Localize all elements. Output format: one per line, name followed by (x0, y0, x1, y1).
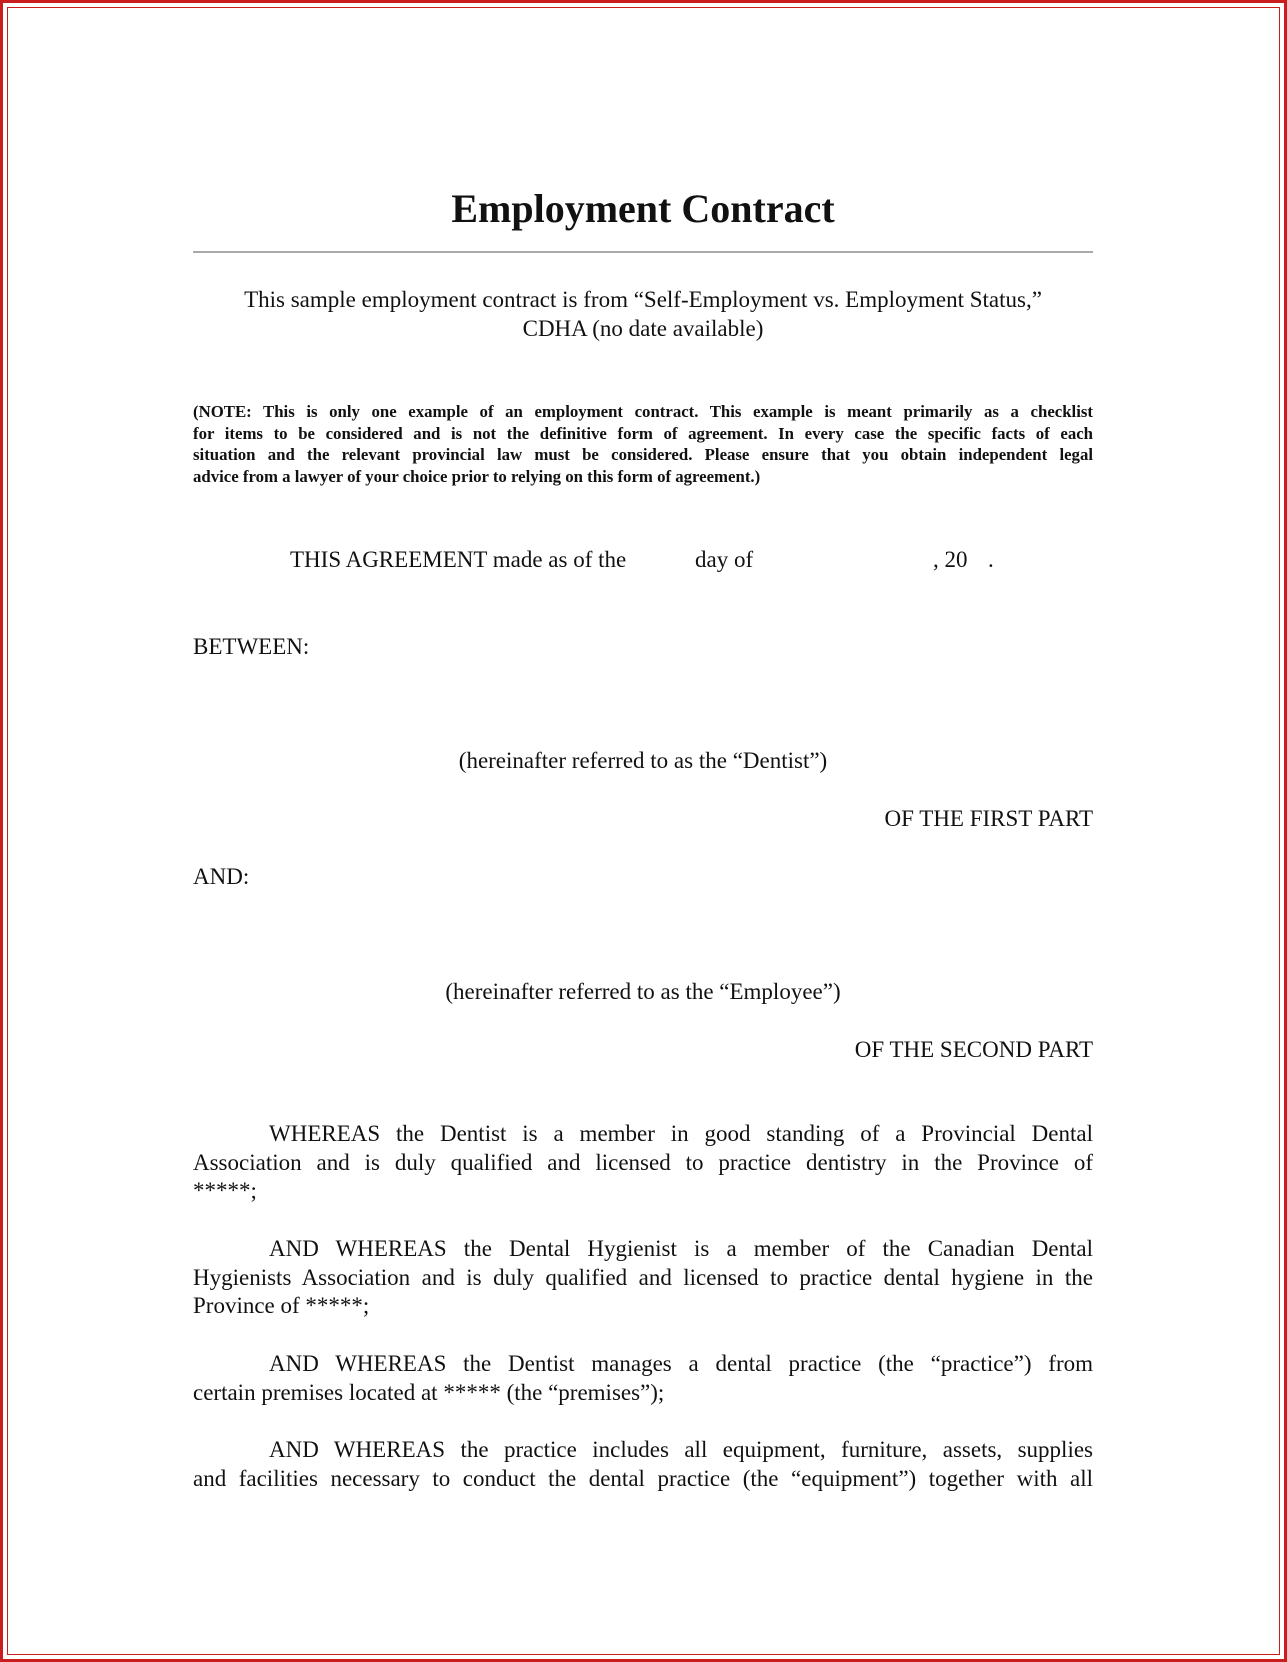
second-part-label: OF THE SECOND PART (854, 1037, 1093, 1062)
paragraph-line: AND WHEREAS the Dental Hygienist is a member of the Canadian Dental (269, 1236, 1093, 1261)
note-line-2: for items to be considered and is not the definitive form of agreement. In every case the specific facts of each (193, 423, 1093, 443)
source-citation-line-2: CDHA (no date available) (522, 316, 764, 341)
employee-reference: (hereinafter referred to as the “Employee”) (445, 979, 841, 1004)
paragraph-line: Province of *****; (193, 1293, 370, 1319)
note-line-1: (NOTE: This is only one example of an employment contract. This example is meant primarily as a checklist (193, 402, 1093, 421)
source-citation-line-1: This sample employment contract is from “Self-Employment vs. Employment Status,” (244, 287, 1042, 312)
disclaimer-note (193, 401, 1093, 487)
between-label: BETWEEN: (193, 634, 310, 659)
source-citation (193, 285, 1093, 343)
paragraph-line: WHEREAS the Dentist is a member in good standing of a Provincial Dental (269, 1121, 1093, 1146)
paragraph-line: and facilities necessary to conduct the dental practice (the “equipment”) together with all (193, 1465, 1093, 1491)
paragraph-line: *****; (193, 1178, 257, 1204)
paragraph-line: certain premises located at ***** (the “premises”); (193, 1379, 665, 1405)
paragraph-line: Hygienists Association and is duly qualified and licensed to practice dental hygiene in the (193, 1264, 1093, 1290)
whereas-paragraph-4 (193, 1436, 1093, 1493)
dentist-reference: (hereinafter referred to as the “Dentist”) (458, 748, 828, 773)
note-line-4: advice from a lawyer of your choice prior to relying on this form of agreement.) (193, 466, 761, 486)
paragraph-line: AND WHEREAS the practice includes all equipment, furniture, assets, supplies (269, 1437, 1093, 1462)
first-part-label: OF THE FIRST PART (884, 806, 1093, 831)
document-title: Employment Contract (451, 186, 835, 231)
paragraph-line: Association and is duly qualified and licensed to practice dentistry in the Province of (193, 1149, 1093, 1175)
whereas-paragraph-3 (193, 1350, 1093, 1407)
whereas-paragraph-2 (193, 1235, 1093, 1321)
paragraph-line: AND WHEREAS the Dentist manages a dental practice (the “practice”) from (269, 1351, 1093, 1376)
and-label: AND: (193, 864, 250, 889)
title-divider (193, 251, 1093, 253)
agreement-made-as-of: THIS AGREEMENT made as of the (290, 547, 627, 572)
agreement-year: , 20 (933, 547, 968, 572)
whereas-paragraph-1 (193, 1120, 1093, 1206)
agreement-day-of: day of (695, 547, 754, 572)
agreement-period: . (988, 547, 994, 572)
note-line-3: situation and the relevant provincial law must be considered. Please ensure that you obtain independent legal (193, 445, 1093, 464)
